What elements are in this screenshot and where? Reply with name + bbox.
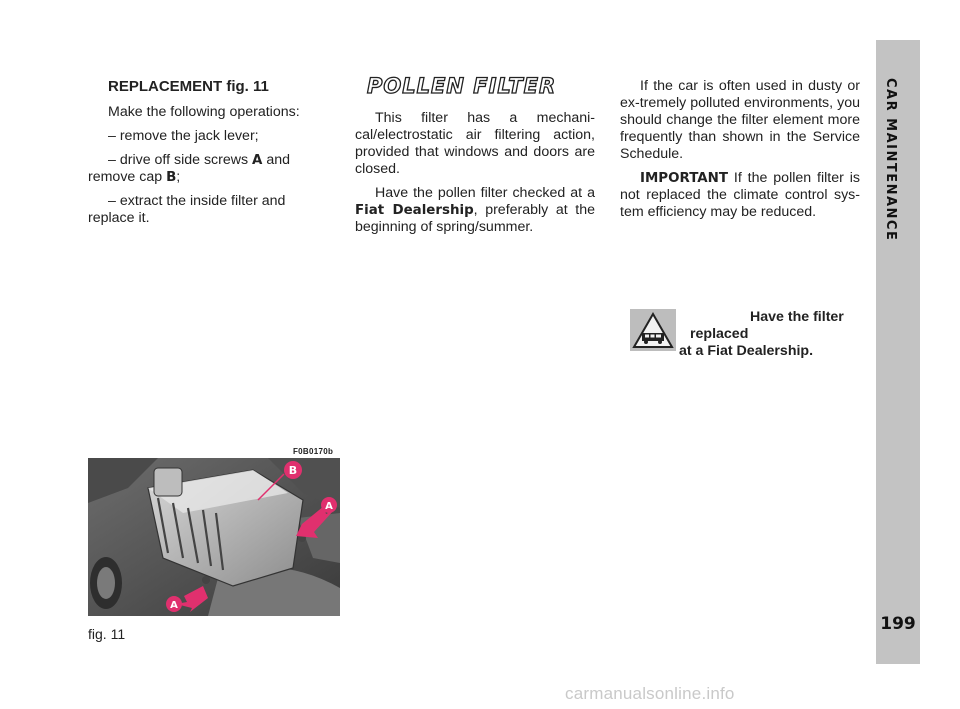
important-text: If the pollen filter is not replaced the climate control sys-tem efficiency may be reduced. xyxy=(620,170,860,220)
middle-column xyxy=(355,74,595,243)
left-column xyxy=(88,78,333,234)
warning-box xyxy=(630,309,862,360)
warning-line-2: at a Fiat Dealership. xyxy=(679,343,814,359)
right-column xyxy=(620,78,860,228)
screw-a-ref: A xyxy=(252,153,263,168)
step-2-end: ; xyxy=(176,169,181,185)
intro-text: Make the following operations: xyxy=(108,104,300,120)
dealership-emphasis: Fiat Dealership xyxy=(355,203,474,218)
check-advice xyxy=(355,185,595,236)
check-advice-end: , preferably at the beginning of spring/summer. xyxy=(355,202,595,235)
label-b: B xyxy=(288,464,298,477)
figure-code: F0B0170b xyxy=(293,447,334,456)
section-title: POLLEN FILTER xyxy=(367,74,557,98)
engine-bay-photo xyxy=(88,458,340,616)
page-number: 199 xyxy=(880,614,916,634)
step-1: – remove the jack lever; xyxy=(108,128,259,144)
cap-b-ref: B xyxy=(166,170,177,185)
step-2-text: – drive off side screws xyxy=(108,152,253,168)
section-label xyxy=(876,40,920,270)
warning-text xyxy=(679,309,862,360)
section-sidebar xyxy=(876,40,920,664)
important-note xyxy=(620,170,860,221)
replacement-subheading: REPLACEMENT fig. 11 xyxy=(108,78,269,95)
label-a-right: A xyxy=(325,501,333,512)
label-a-left: A xyxy=(170,600,178,611)
step-2 xyxy=(88,152,333,186)
important-label: IMPORTANT xyxy=(640,171,729,186)
dusty-environment-text: If the car is often used in dusty or ex-tremely polluted environments, you should change the filter element more frequently than shown in the Service Schedule. xyxy=(620,78,860,162)
filter-description: This filter has a mechani-cal/electrostatic air filtering action, provided that windows and doors are closed. xyxy=(355,110,595,177)
step-2-mid: and remove cap xyxy=(88,152,291,185)
section-label-text: CAR MAINTENANCE xyxy=(883,78,898,242)
dealership-van-icon xyxy=(630,309,676,351)
check-advice-text: Have the pollen filter checked at a xyxy=(375,185,595,201)
warning-line-1: Have the filter replaced xyxy=(690,309,844,342)
step-3: – extract the inside filter and replace it. xyxy=(88,193,286,226)
watermark: carmanualsonline.info xyxy=(565,684,735,703)
figure-caption: fig. 11 xyxy=(88,626,126,642)
